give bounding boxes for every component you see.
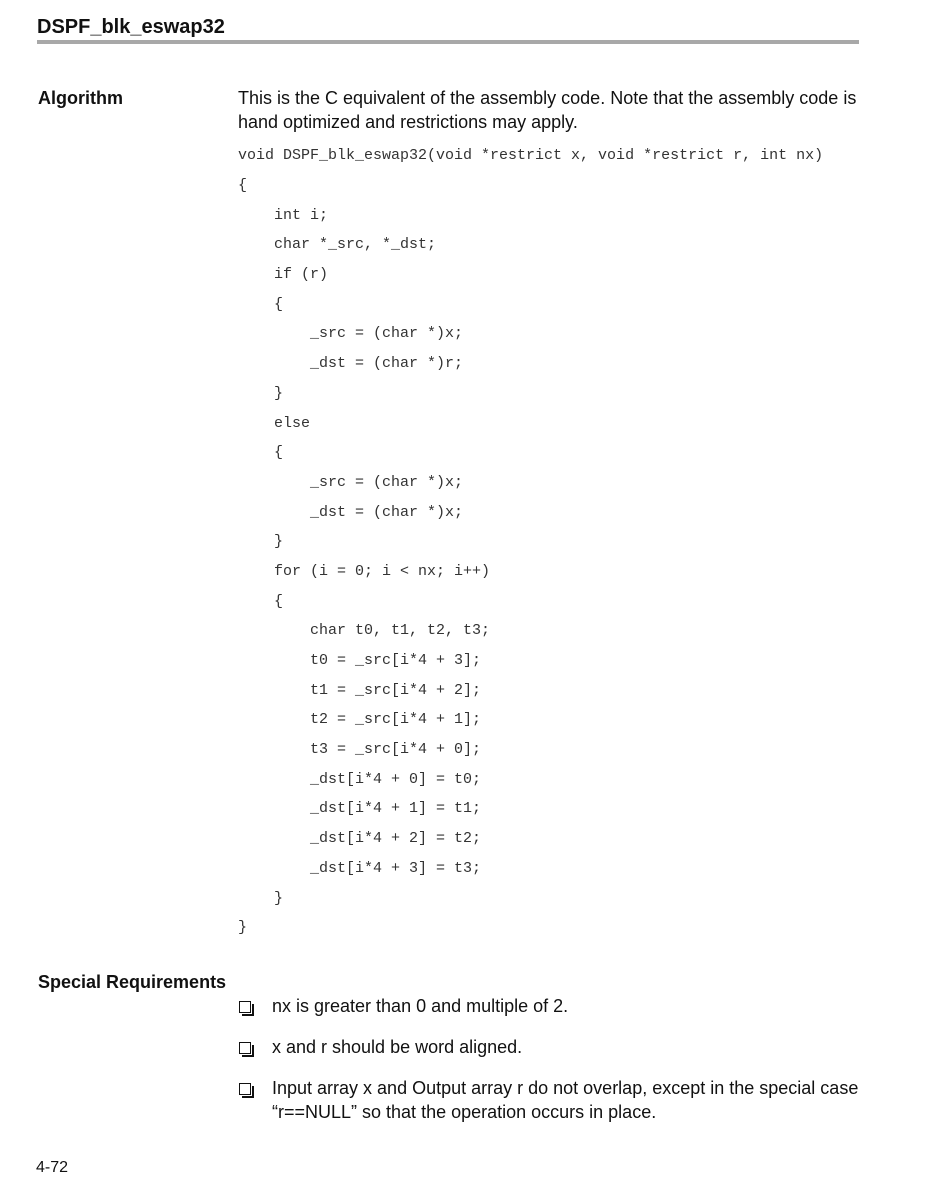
code-line: _dst[i*4 + 3] = t3; [238, 859, 482, 877]
code-line: { [238, 444, 284, 462]
code-line: t2 = _src[i*4 + 1]; [238, 711, 482, 729]
code-line: _src = (char *)x; [238, 473, 464, 491]
code-line: _dst[i*4 + 0] = t0; [238, 770, 482, 788]
code-line: for (i = 0; i < nx; i++) [238, 562, 491, 580]
code-line: _dst = (char *)r; [238, 355, 464, 373]
requirement-text: nx is greater than 0 and multiple of 2. [272, 996, 569, 1016]
code-line: { [238, 295, 284, 313]
code-line: { [238, 177, 248, 194]
code-listing [238, 146, 863, 948]
code-line: } [238, 889, 284, 907]
requirement-item [238, 1076, 868, 1124]
code-line: t1 = _src[i*4 + 2]; [238, 681, 482, 699]
code-line: char *_src, *_dst; [238, 236, 437, 254]
code-line: { [238, 592, 284, 610]
code-line: t3 = _src[i*4 + 0]; [238, 741, 482, 759]
code-line: t0 = _src[i*4 + 3]; [238, 652, 482, 669]
code-line: if (r) [238, 266, 329, 284]
code-line: } [238, 533, 284, 551]
requirement-text: x and r should be word aligned. [272, 1037, 523, 1057]
code-line: else [238, 414, 311, 432]
checkbox-bullet-icon [239, 1042, 251, 1054]
requirement-text: Input array x and Output array r do not overlap, except in the special case “r==NULL” so that the operation occurs in place. [272, 1078, 859, 1122]
code-line: _dst[i*4 + 2] = t2; [238, 830, 482, 848]
requirement-item [238, 1035, 868, 1059]
function-signature: void DSPF_blk_eswap32(void *restrict x, void *restrict r, int nx) [238, 147, 824, 164]
code-line: _dst[i*4 + 1] = t1; [238, 800, 482, 818]
header-divider [37, 40, 859, 44]
special-requirements-label: Special Requirements [38, 972, 227, 992]
page-title: DSPF_blk_eswap32 [37, 16, 225, 38]
requirements-list [238, 994, 868, 1141]
checkbox-bullet-icon [239, 1083, 251, 1095]
algorithm-section-label: Algorithm [38, 88, 123, 108]
code-line: char t0, t1, t2, t3; [238, 622, 491, 640]
code-line: } [238, 919, 248, 937]
code-line: _src = (char *)x; [238, 325, 464, 343]
code-line: } [238, 384, 284, 402]
checkbox-bullet-icon [239, 1001, 251, 1013]
code-line: int i; [238, 206, 329, 224]
page-number: 4-72 [36, 1159, 69, 1176]
code-line: _dst = (char *)x; [238, 503, 464, 521]
code-lines [238, 176, 863, 948]
requirement-item [238, 994, 868, 1018]
algorithm-description: This is the C equivalent of the assembly code. Note that the assembly code is hand optimized and restrictions may apply. [238, 88, 857, 132]
